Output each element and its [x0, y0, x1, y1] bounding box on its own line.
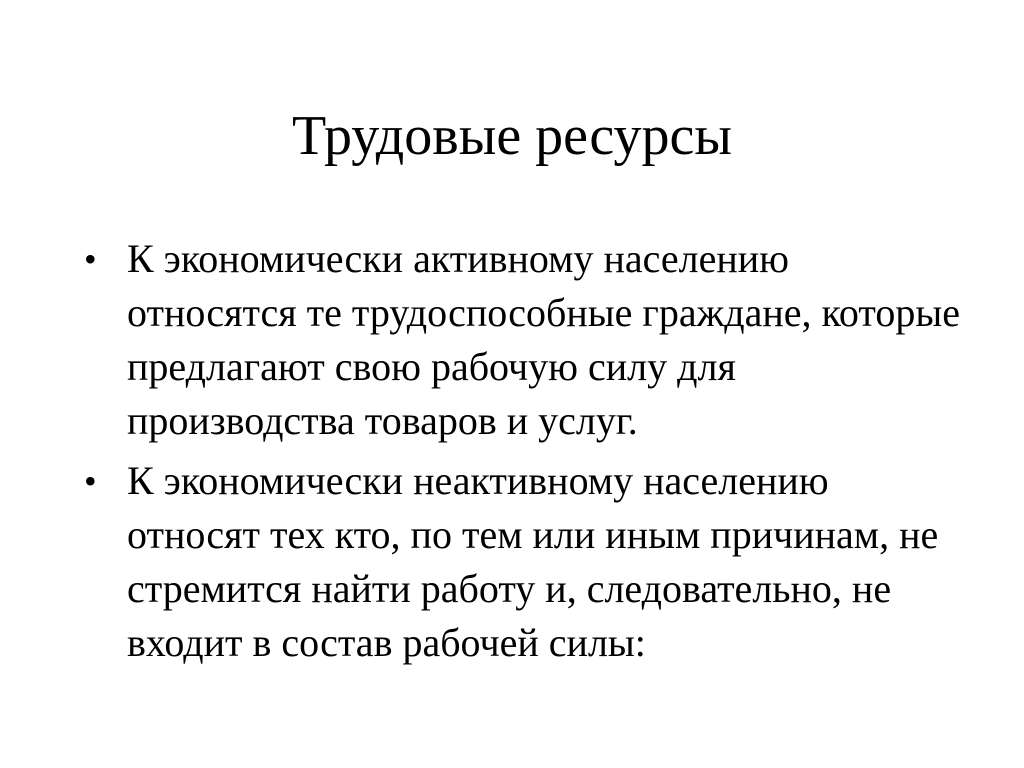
bullet-dot-icon: • [84, 461, 97, 501]
bullet-item [80, 232, 960, 448]
bullet-item [80, 454, 960, 670]
bullet-dot-icon: • [84, 239, 97, 279]
slide-title: Трудовые ресурсы [291, 105, 733, 167]
bullet-text: К экономически активному населению относятся те трудоспособные граждане, которые предлагают свою рабочую силу для производства товаров и услуг. [127, 236, 960, 443]
bullet-list [80, 232, 960, 676]
bullet-text: К экономически неактивному населению относят тех кто, по тем или иным причинам, не стремится найти работу и, следовательно, не входит в состав рабочей силы: [127, 458, 939, 665]
